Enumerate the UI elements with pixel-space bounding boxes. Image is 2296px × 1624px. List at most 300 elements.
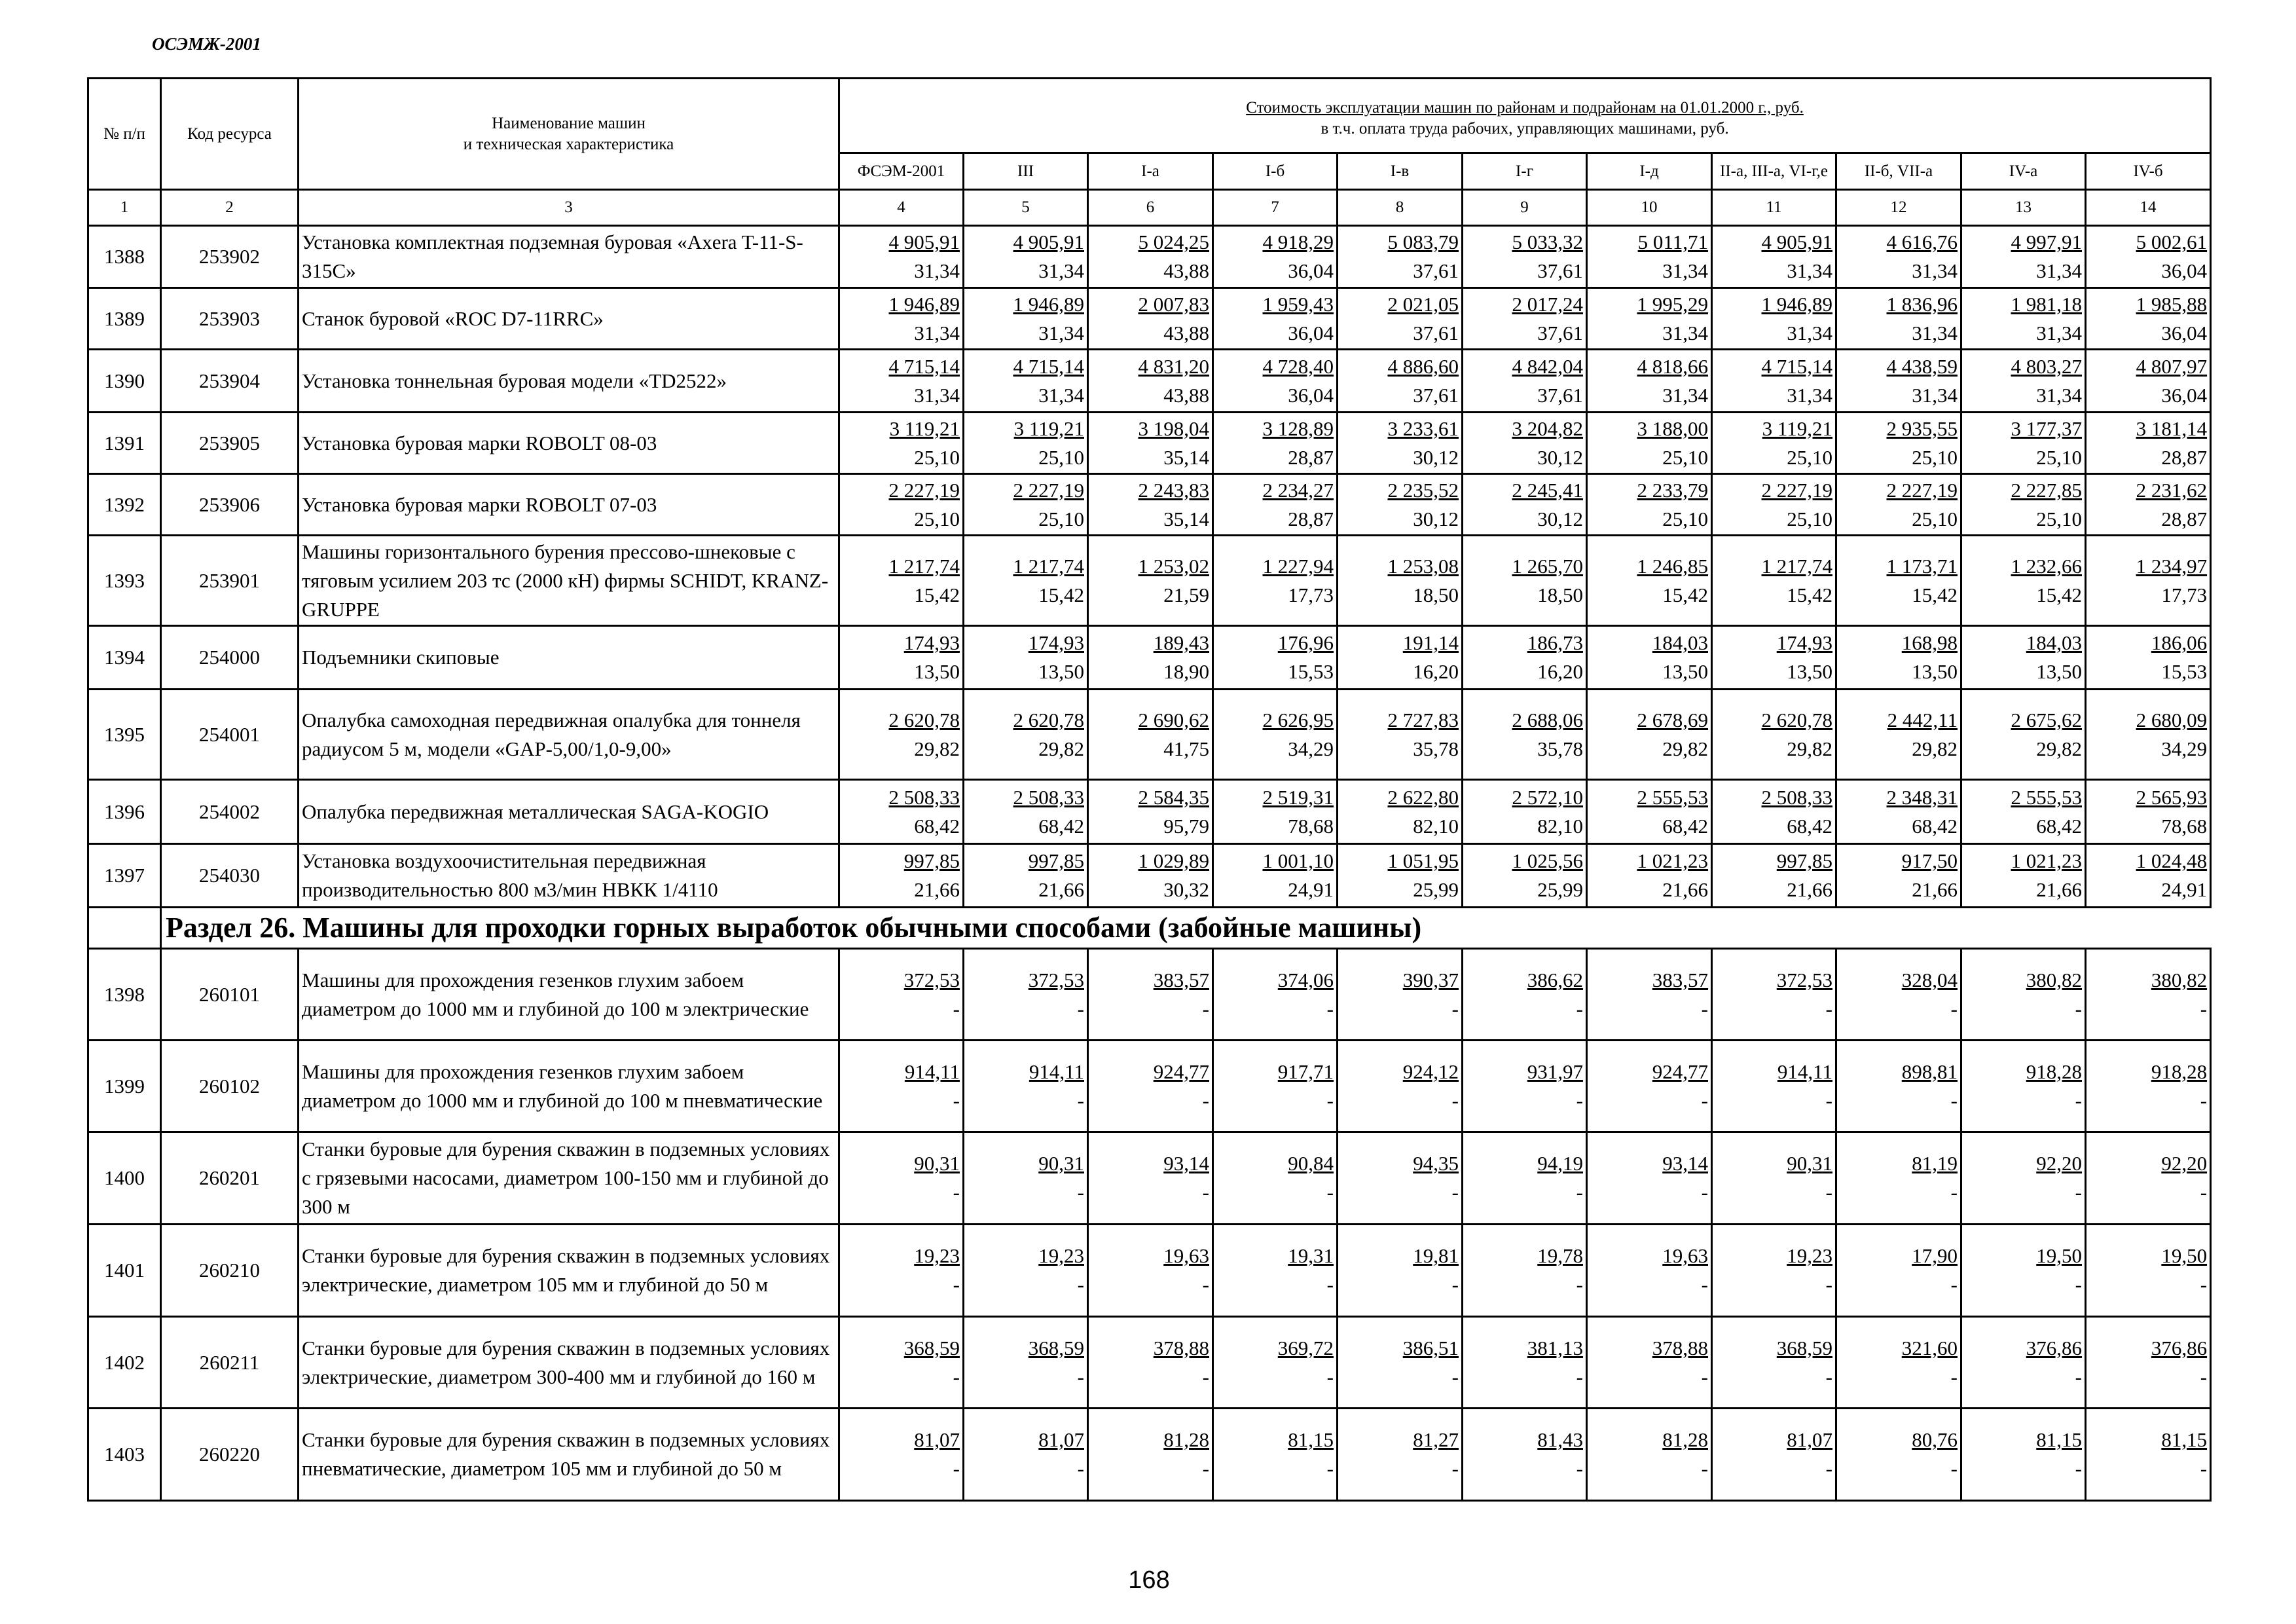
cost-cell <box>964 626 1088 690</box>
cost-cell <box>1463 226 1587 288</box>
labor-cost: 18,50 <box>1537 583 1583 606</box>
cost-cell <box>964 413 1088 474</box>
region-header: IV-а <box>1961 153 2086 190</box>
operating-cost: 5 011,71 <box>1637 231 1708 253</box>
operating-cost: 5 002,61 <box>2136 231 2208 253</box>
row-number: 1391 <box>88 413 161 474</box>
operating-cost: 184,03 <box>2026 631 2082 654</box>
operating-cost: 2 555,53 <box>2011 785 2082 809</box>
cost-cell <box>839 949 964 1041</box>
labor-cost: 43,88 <box>1163 321 1209 344</box>
machine-name: Станки буровые для бурения скважин в подземных условиях электрические, диаметром 105 мм и глубиной до 50 м <box>299 1225 839 1317</box>
operating-cost: 1 253,08 <box>1387 554 1459 578</box>
labor-cost: 78,68 <box>1288 814 1334 838</box>
cost-cell <box>1836 413 1961 474</box>
operating-cost: 4 438,59 <box>1886 354 1958 378</box>
cost-cell <box>1587 536 1712 626</box>
labor-cost: 31,34 <box>914 321 960 344</box>
cost-cell <box>2086 288 2211 350</box>
cost-cell <box>2086 1317 2211 1409</box>
cost-cell <box>1712 949 1836 1041</box>
labor-cost: 31,34 <box>1787 321 1832 344</box>
labor-cost: 15,53 <box>2161 660 2208 683</box>
labor-cost: 13,50 <box>914 660 960 683</box>
operating-cost: 1 232,66 <box>2011 554 2082 578</box>
labor-cost: 28,87 <box>2161 507 2208 530</box>
cost-cell <box>1961 1132 2086 1225</box>
resource-code: 253903 <box>161 288 299 350</box>
operating-cost: 17,90 <box>1912 1244 1958 1267</box>
operating-cost: 3 204,82 <box>1512 416 1583 440</box>
operating-cost: 924,77 <box>1652 1060 1708 1083</box>
operating-cost: 90,31 <box>1787 1152 1832 1175</box>
labor-cost: - <box>1950 1457 1958 1480</box>
cost-cell <box>2086 1132 2211 1225</box>
labor-cost: 31,34 <box>1662 259 1708 282</box>
operating-cost: 321,60 <box>1901 1336 1958 1359</box>
header-num: № п/п <box>88 79 161 190</box>
cost-cell <box>2086 690 2211 780</box>
labor-cost: - <box>1825 1457 1832 1480</box>
labor-cost: - <box>1326 1457 1334 1480</box>
labor-cost: 24,91 <box>2161 878 2208 901</box>
resource-code: 254030 <box>161 844 299 908</box>
cost-cell <box>839 626 964 690</box>
cost-cell <box>2086 350 2211 413</box>
cost-cell <box>2086 226 2211 288</box>
labor-cost: 17,73 <box>2161 583 2208 606</box>
operating-cost: 4 905,91 <box>888 231 960 253</box>
cost-cell <box>2086 474 2211 536</box>
section-spacer <box>88 908 161 949</box>
labor-cost: 16,20 <box>1413 660 1459 683</box>
row-number: 1389 <box>88 288 161 350</box>
operating-cost: 383,57 <box>1153 968 1209 991</box>
resource-code: 253901 <box>161 536 299 626</box>
cost-cell <box>1712 288 1836 350</box>
cost-cell <box>1213 413 1338 474</box>
operating-cost: 2 519,31 <box>1262 785 1334 809</box>
operating-cost: 1 946,89 <box>1013 292 1084 316</box>
labor-cost: - <box>1077 1181 1084 1204</box>
operating-cost: 2 508,33 <box>1761 785 1832 809</box>
operating-cost: 174,93 <box>1028 631 1084 654</box>
cost-cell <box>1088 1225 1213 1317</box>
cost-cell <box>1961 690 2086 780</box>
labor-cost: 29,82 <box>1662 737 1708 760</box>
operating-cost: 19,31 <box>1288 1244 1334 1267</box>
operating-cost: 3 128,89 <box>1262 416 1334 440</box>
cost-cell <box>1088 949 1213 1041</box>
operating-cost: 1 234,97 <box>2136 554 2208 578</box>
operating-cost: 4 842,04 <box>1512 354 1583 378</box>
operating-cost: 1 025,56 <box>1512 849 1583 872</box>
cost-cell <box>839 780 964 844</box>
machine-name: Опалубка передвижная металлическая SAGA-KOGIO <box>299 780 839 844</box>
labor-cost: - <box>1326 1181 1334 1204</box>
column-number-row <box>88 190 2211 226</box>
operating-cost: 1 959,43 <box>1262 292 1334 316</box>
cost-cell <box>839 226 964 288</box>
header-name-line2: и техническая характеристика <box>463 135 674 153</box>
operating-cost: 917,50 <box>1901 849 1958 872</box>
cost-cell <box>1338 1041 1463 1132</box>
cost-cell <box>1213 474 1338 536</box>
labor-cost: 36,04 <box>2161 321 2208 344</box>
operating-cost: 92,20 <box>2036 1152 2082 1175</box>
operating-cost: 380,82 <box>2026 968 2082 991</box>
cost-cell <box>1338 690 1463 780</box>
row-number: 1396 <box>88 780 161 844</box>
table-row <box>88 1225 2211 1317</box>
operating-cost: 5 083,79 <box>1387 231 1459 253</box>
operating-cost: 4 905,91 <box>1761 231 1832 253</box>
labor-cost: - <box>1077 997 1084 1020</box>
labor-cost: - <box>953 1181 960 1204</box>
machine-name: Подъемники скиповые <box>299 626 839 690</box>
cost-cell <box>1088 1132 1213 1225</box>
cost-cell <box>1338 1225 1463 1317</box>
cost-cell <box>1587 288 1712 350</box>
operating-cost: 93,14 <box>1662 1152 1708 1175</box>
labor-cost: - <box>1950 1181 1958 1204</box>
cost-cell <box>1587 949 1712 1041</box>
cost-cell <box>1463 350 1587 413</box>
cost-cell <box>1836 1409 1961 1501</box>
operating-cost: 390,37 <box>1402 968 1459 991</box>
labor-cost: - <box>1950 1088 1958 1112</box>
cost-cell <box>1463 1041 1587 1132</box>
operating-cost: 917,71 <box>1277 1060 1334 1083</box>
cost-cell <box>1088 474 1213 536</box>
labor-cost: 25,10 <box>1038 507 1084 530</box>
labor-cost: - <box>2200 1181 2208 1204</box>
cost-cell <box>839 536 964 626</box>
table-row <box>88 1317 2211 1409</box>
labor-cost: 34,29 <box>1288 737 1334 760</box>
operating-cost: 174,93 <box>903 631 960 654</box>
row-number: 1395 <box>88 690 161 780</box>
cost-cell <box>1463 536 1587 626</box>
operating-cost: 81,07 <box>1038 1428 1084 1451</box>
operating-cost: 4 807,97 <box>2136 354 2208 378</box>
row-number: 1393 <box>88 536 161 626</box>
operating-cost: 1 217,74 <box>1013 554 1084 578</box>
labor-cost: 25,99 <box>1413 878 1459 901</box>
cost-cell <box>964 350 1088 413</box>
labor-cost: 35,14 <box>1163 507 1209 530</box>
operating-cost: 19,63 <box>1163 1244 1209 1267</box>
cost-cell <box>1712 690 1836 780</box>
operating-cost: 381,13 <box>1527 1336 1583 1359</box>
cost-cell <box>1961 413 2086 474</box>
cost-cell <box>1213 1225 1338 1317</box>
cost-cell <box>1338 1132 1463 1225</box>
labor-cost: - <box>1701 1457 1708 1480</box>
labor-cost: - <box>1451 1273 1459 1296</box>
labor-cost: 25,10 <box>1912 507 1958 530</box>
cost-cell <box>839 1409 964 1501</box>
resource-code: 254000 <box>161 626 299 690</box>
operating-cost: 90,31 <box>1038 1152 1084 1175</box>
cost-cell <box>1836 536 1961 626</box>
cost-cell <box>1213 844 1338 908</box>
cost-cell <box>1213 536 1338 626</box>
region-header: I-б <box>1213 153 1338 190</box>
labor-cost: 29,82 <box>1912 737 1958 760</box>
operating-cost: 2 508,33 <box>888 785 960 809</box>
operating-cost: 2 243,83 <box>1138 478 1209 502</box>
cost-cell <box>1587 626 1712 690</box>
cost-cell <box>1836 288 1961 350</box>
operating-cost: 2 508,33 <box>1013 785 1084 809</box>
cost-cell <box>1338 413 1463 474</box>
labor-cost: 30,12 <box>1413 507 1459 530</box>
labor-cost: - <box>1576 1181 1583 1204</box>
operating-cost: 328,04 <box>1901 968 1958 991</box>
labor-cost: 25,10 <box>1662 507 1708 530</box>
cost-cell <box>839 1132 964 1225</box>
column-number: 8 <box>1338 190 1463 226</box>
labor-cost: 21,66 <box>1662 878 1708 901</box>
operating-cost: 81,15 <box>2161 1428 2208 1451</box>
labor-cost: - <box>953 1457 960 1480</box>
operating-cost: 90,31 <box>914 1152 960 1175</box>
labor-cost: 78,68 <box>2161 814 2208 838</box>
cost-cell <box>1213 949 1338 1041</box>
labor-cost: 25,10 <box>1787 445 1832 469</box>
cost-cell <box>964 690 1088 780</box>
labor-cost: 31,34 <box>1787 259 1832 282</box>
operating-cost: 2 233,79 <box>1637 478 1708 502</box>
cost-cell <box>1836 1317 1961 1409</box>
header-row <box>88 79 2211 153</box>
cost-cell <box>964 780 1088 844</box>
operating-cost: 2 234,27 <box>1262 478 1334 502</box>
labor-cost: 13,50 <box>1787 660 1832 683</box>
labor-cost: 36,04 <box>1288 259 1334 282</box>
table-row <box>88 474 2211 536</box>
column-number: 4 <box>839 190 964 226</box>
operating-cost: 1 021,23 <box>2011 849 2082 872</box>
row-number: 1399 <box>88 1041 161 1132</box>
cost-cell <box>839 1317 964 1409</box>
cost-cell <box>2086 626 2211 690</box>
labor-cost: - <box>1451 1181 1459 1204</box>
cost-cell <box>1587 690 1712 780</box>
operating-cost: 90,84 <box>1288 1152 1334 1175</box>
operating-cost: 380,82 <box>2151 968 2208 991</box>
cost-cell <box>1836 949 1961 1041</box>
labor-cost: 31,34 <box>1787 383 1832 407</box>
operating-cost: 1 265,70 <box>1512 554 1583 578</box>
machine-name: Установка комплектная подземная буровая «Axera T-11-S-315C» <box>299 226 839 288</box>
operating-cost: 3 198,04 <box>1138 416 1209 440</box>
labor-cost: 21,66 <box>1038 878 1084 901</box>
machine-name: Станки буровые для бурения скважин в подземных условиях электрические, диаметром 300-400 мм и глубиной до 160 м <box>299 1317 839 1409</box>
machine-name: Установка буровая марки ROBOLT 08-03 <box>299 413 839 474</box>
labor-cost: 68,42 <box>1912 814 1958 838</box>
cost-cell <box>1338 949 1463 1041</box>
operating-cost: 184,03 <box>1652 631 1708 654</box>
cost-cell <box>964 1132 1088 1225</box>
cost-cell <box>839 1041 964 1132</box>
operating-cost: 81,27 <box>1413 1428 1459 1451</box>
cost-cell <box>1587 1317 1712 1409</box>
cost-cell <box>1338 474 1463 536</box>
cost-cell <box>1338 844 1463 908</box>
labor-cost: 28,87 <box>1288 445 1334 469</box>
operating-cost: 898,81 <box>1901 1060 1958 1083</box>
resource-code: 254001 <box>161 690 299 780</box>
labor-cost: 43,88 <box>1163 383 1209 407</box>
labor-cost: 68,42 <box>1787 814 1832 838</box>
row-number: 1400 <box>88 1132 161 1225</box>
cost-cell <box>1836 350 1961 413</box>
operating-cost: 2 231,62 <box>2136 478 2208 502</box>
labor-cost: - <box>1576 1365 1583 1388</box>
cost-cell <box>1213 288 1338 350</box>
labor-cost: - <box>1576 1088 1583 1112</box>
cost-cell <box>2086 413 2211 474</box>
operating-cost: 81,07 <box>1787 1428 1832 1451</box>
labor-cost: - <box>1825 1273 1832 1296</box>
labor-cost: 29,82 <box>1038 737 1084 760</box>
operating-cost: 1 217,74 <box>1761 554 1832 578</box>
machine-name: Станок буровой «ROC D7-11RRC» <box>299 288 839 350</box>
operating-cost: 2 235,52 <box>1387 478 1459 502</box>
operating-cost: 19,50 <box>2161 1244 2208 1267</box>
cost-cell <box>1213 1409 1338 1501</box>
cost-cell <box>1088 413 1213 474</box>
table-row <box>88 536 2211 626</box>
cost-cell <box>964 1317 1088 1409</box>
cost-cell <box>1213 780 1338 844</box>
row-number: 1388 <box>88 226 161 288</box>
operating-cost: 19,63 <box>1662 1244 1708 1267</box>
cost-cell <box>1587 226 1712 288</box>
labor-cost: 31,34 <box>1038 383 1084 407</box>
machine-name: Машины горизонтального бурения прессово-шнековые с тяговым усилием 203 тс (2000 кН) фирмы SCHIDT, KRANZ-GRUPPE <box>299 536 839 626</box>
cost-cell <box>1463 1409 1587 1501</box>
operating-cost: 2 626,95 <box>1262 708 1334 731</box>
labor-cost: 68,42 <box>914 814 960 838</box>
labor-cost: 35,78 <box>1537 737 1583 760</box>
resource-code: 253906 <box>161 474 299 536</box>
header-cost-subtitle: в т.ч. оплата труда рабочих, управляющих машинами, руб. <box>1321 119 1729 138</box>
operating-cost: 369,72 <box>1277 1336 1334 1359</box>
operating-cost: 1 227,94 <box>1262 554 1334 578</box>
operating-cost: 4 905,91 <box>1013 231 1084 253</box>
cost-cell <box>1088 536 1213 626</box>
labor-cost: 41,75 <box>1163 737 1209 760</box>
operating-cost: 2 227,85 <box>2011 478 2082 502</box>
cost-cell <box>1463 626 1587 690</box>
operating-cost: 3 233,61 <box>1387 416 1459 440</box>
table-row <box>88 1409 2211 1501</box>
labor-cost: - <box>1950 1273 1958 1296</box>
cost-cell <box>1463 690 1587 780</box>
operating-cost: 1 001,10 <box>1262 849 1334 872</box>
cost-cell <box>1463 1132 1587 1225</box>
labor-cost: - <box>1825 1181 1832 1204</box>
labor-cost: - <box>1576 1273 1583 1296</box>
operating-cost: 19,81 <box>1413 1244 1459 1267</box>
resource-code: 260210 <box>161 1225 299 1317</box>
operating-cost: 372,53 <box>903 968 960 991</box>
machine-name: Установка воздухоочистительная передвижная производительностью 800 м3/мин НВКК 1/4110 <box>299 844 839 908</box>
labor-cost: 43,88 <box>1163 259 1209 282</box>
cost-cell <box>1961 949 2086 1041</box>
labor-cost: - <box>1451 997 1459 1020</box>
operating-cost: 1 217,74 <box>888 554 960 578</box>
cost-cell <box>1338 288 1463 350</box>
cost-cell <box>1836 1225 1961 1317</box>
labor-cost: 30,32 <box>1163 878 1209 901</box>
operating-cost: 94,35 <box>1413 1152 1459 1175</box>
cost-cell <box>1463 844 1587 908</box>
operating-cost: 4 616,76 <box>1886 231 1958 253</box>
labor-cost: 21,59 <box>1163 583 1209 606</box>
operating-cost: 1 024,48 <box>2136 849 2208 872</box>
labor-cost: 31,34 <box>1038 259 1084 282</box>
table-row <box>88 1041 2211 1132</box>
cost-cell <box>1587 413 1712 474</box>
labor-cost: 68,42 <box>1662 814 1708 838</box>
cost-cell <box>1961 1409 2086 1501</box>
column-number: 14 <box>2086 190 2211 226</box>
page-number: 168 <box>1128 1566 1170 1594</box>
cost-table <box>87 77 2212 1502</box>
labor-cost: 37,61 <box>1413 259 1459 282</box>
cost-cell <box>1712 1409 1836 1501</box>
cost-cell <box>839 474 964 536</box>
operating-cost: 92,20 <box>2161 1152 2208 1175</box>
cost-cell <box>1213 350 1338 413</box>
labor-cost: - <box>1701 997 1708 1020</box>
labor-cost: - <box>953 1273 960 1296</box>
cost-cell <box>2086 1041 2211 1132</box>
operating-cost: 1 246,85 <box>1637 554 1708 578</box>
labor-cost: 21,66 <box>914 878 960 901</box>
operating-cost: 1 985,88 <box>2136 292 2208 316</box>
operating-cost: 81,28 <box>1163 1428 1209 1451</box>
machine-name: Опалубка самоходная передвижная опалубка для тоннеля радиусом 5 м, модели «GAP-5,00/1,0-9,00» <box>299 690 839 780</box>
labor-cost: 82,10 <box>1413 814 1459 838</box>
cost-cell <box>1961 1041 2086 1132</box>
cost-cell <box>1213 1041 1338 1132</box>
labor-cost: 28,87 <box>2161 445 2208 469</box>
cost-cell <box>1961 844 2086 908</box>
operating-cost: 81,43 <box>1537 1428 1583 1451</box>
labor-cost: 30,12 <box>1413 445 1459 469</box>
labor-cost: 37,61 <box>1413 383 1459 407</box>
section-title: Раздел 26. Машины для проходки горных выработок обычными способами (забойные машины) <box>161 908 2211 949</box>
cost-cell <box>1587 1132 1712 1225</box>
cost-cell <box>1712 226 1836 288</box>
header-name-line1: Наименование машин <box>492 114 646 132</box>
cost-cell <box>1088 1409 1213 1501</box>
operating-cost: 4 918,29 <box>1262 231 1334 253</box>
operating-cost: 4 831,20 <box>1138 354 1209 378</box>
operating-cost: 5 024,25 <box>1138 231 1209 253</box>
machine-name: Машины для прохождения гезенков глухим забоем диаметром до 1000 мм и глубиной до 100 м пневматические <box>299 1041 839 1132</box>
labor-cost: 31,34 <box>2036 321 2082 344</box>
cost-cell <box>1712 474 1836 536</box>
cost-cell <box>2086 949 2211 1041</box>
cost-cell <box>1961 780 2086 844</box>
cost-cell <box>1088 226 1213 288</box>
